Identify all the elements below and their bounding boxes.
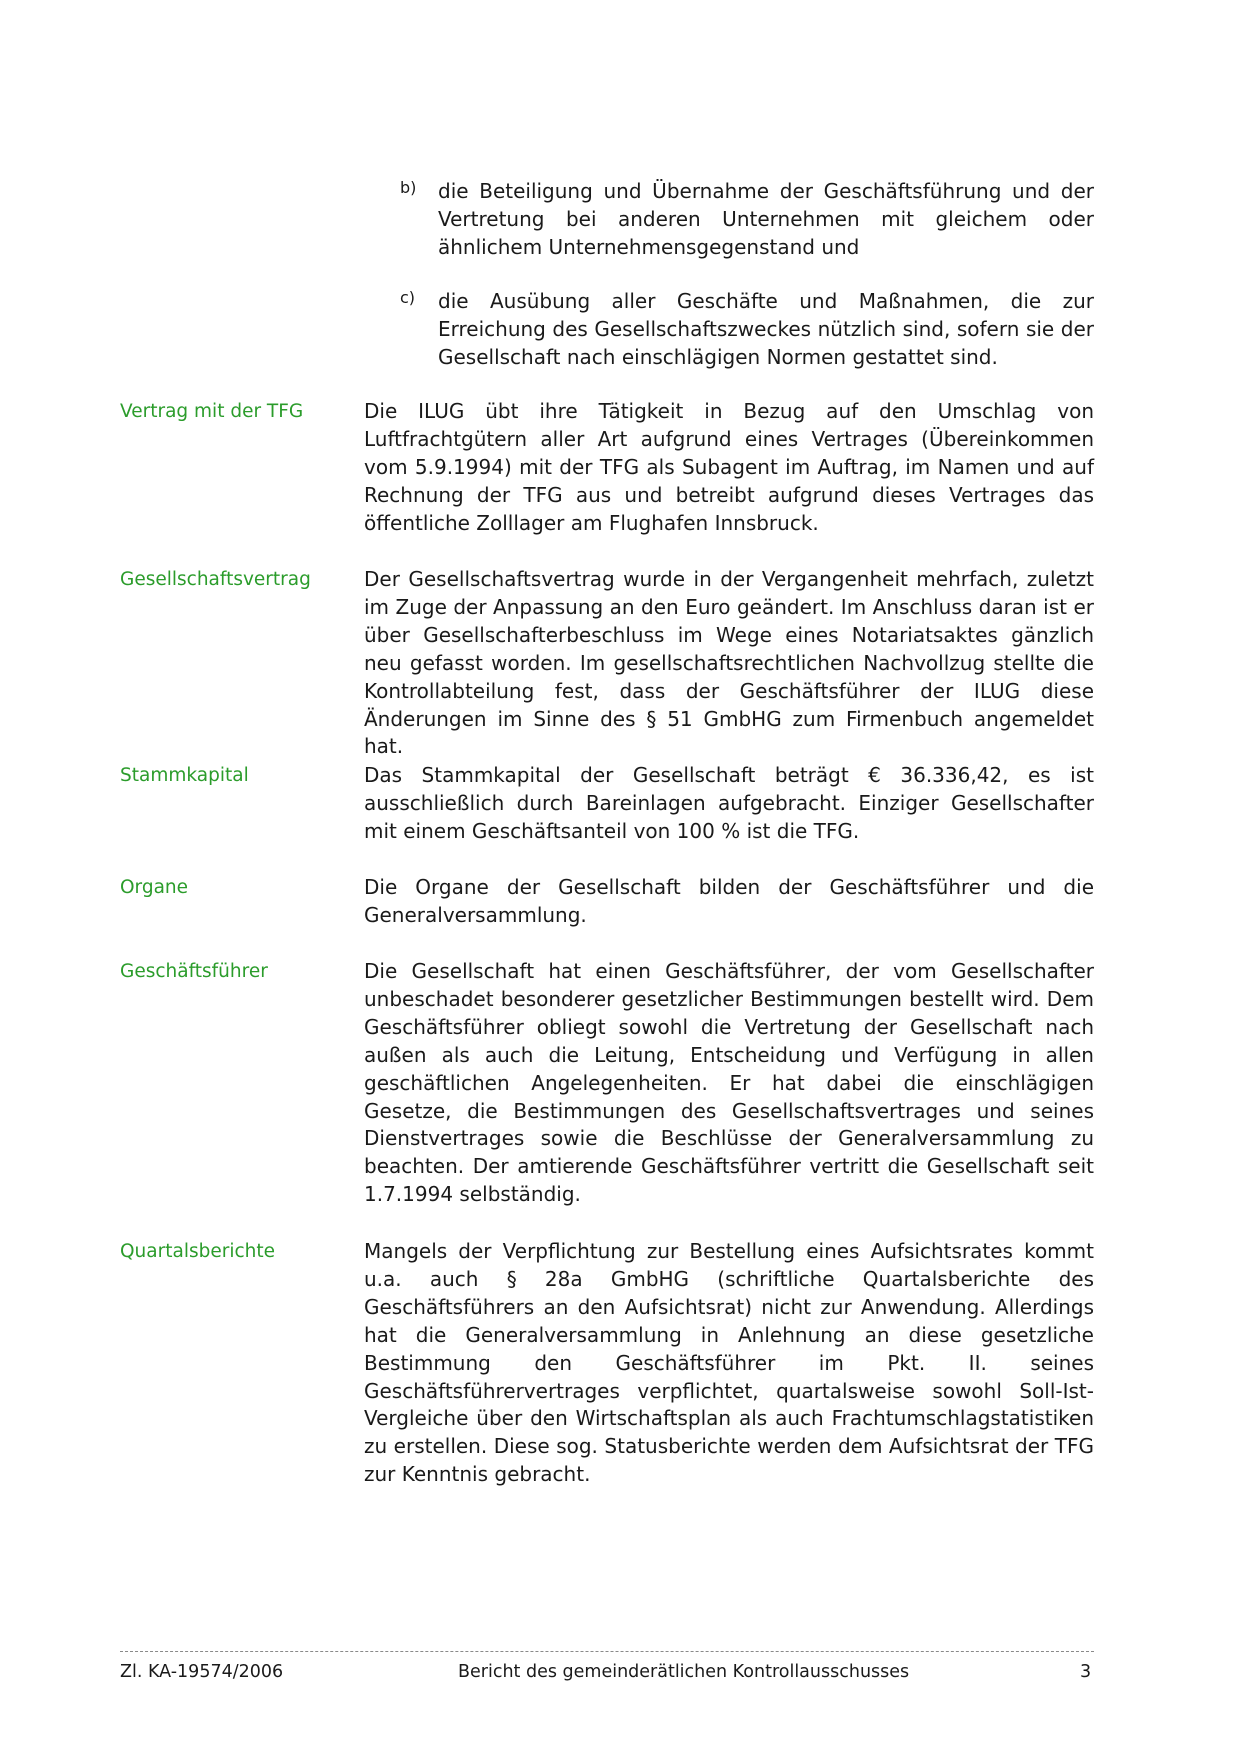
- section-vertrag-tfg: [120, 398, 1094, 538]
- list-letter: b): [400, 178, 417, 197]
- footer-reference: Zl. KA-19574/2006: [120, 1662, 284, 1682]
- section-gesellschaftsvertrag: [120, 566, 1094, 761]
- enumerated-list: [400, 178, 1094, 397]
- section-label: Quartalsberichte: [120, 1241, 276, 1262]
- section-label: Vertrag mit der TFG: [120, 401, 304, 422]
- section-stammkapital: [120, 762, 1094, 846]
- page-number: 3: [1080, 1662, 1092, 1682]
- section-label: Gesellschaftsvertrag: [120, 569, 311, 590]
- section-text: Der Gesellschaftsvertrag wurde in der Vergangenheit mehrfach, zuletzt im Zuge der Anpassung an den Euro geändert. Im Anschluss daran ist er über Gesellschafterbeschluss im Wege eines Notariatsaktes gänzlich neu gefasst worden. Im gesellschaftsrechtlichen Nachvollzug stellte die Kontrollabteilung fest, dass der Geschäftsführer der ILUG diese Änderungen im Sinne des § 51 GmbHG zum Firmenbuch angemeldet hat.: [364, 567, 1094, 759]
- section-text: Das Stammkapital der Gesellschaft beträgt € 36.336,42, es ist ausschließlich durch Bareinlagen aufgebracht. Einziger Gesellschafter mit einem Geschäftsanteil von 100 % ist die TFG.: [364, 763, 1094, 843]
- section-text: Die Organe der Gesellschaft bilden der Geschäftsführer und die Generalversammlung.: [364, 875, 1094, 927]
- section-organe: [120, 874, 1094, 930]
- section-text: Mangels der Verpflichtung zur Bestellung eines Aufsichtsrates kommt u.a. auch § 28a GmbHG (schriftliche Quartalsberichte des Geschäftsführers an den Aufsichtsrat) nicht zur Anwendung. Allerdings hat die Generalversammlung in Anlehnung an diese gesetzliche Bestimmung den Geschäftsführer im Pkt. II. seines Geschäftsführervertrages verpflichtet, quartalsweise sowohl Soll-Ist-Vergleiche über den Wirtschaftsplan als auch Frachtumschlagstatistiken zu erstellen. Diese sog. Statusberichte werden dem Aufsichtsrat der TFG zur Kenntnis gebracht.: [364, 1239, 1094, 1487]
- section-label: Organe: [120, 877, 189, 898]
- list-item: [400, 288, 1094, 372]
- section-text: Die Gesellschaft hat einen Geschäftsführer, der vom Gesellschafter unbeschadet besonderer gesetzlicher Bestimmungen bestellt wird. Dem Geschäftsführer obliegt sowohl die Vertretung der Gesellschaft nach außen als auch die Leitung, Entscheidung und Verfügung in allen geschäftlichen Angelegenheiten. Er hat dabei die einschlägigen Gesetze, die Bestimmungen des Gesellschaftsvertrages und seines Dienstvertrages sowie die Beschlüsse der Generalversammlung zu beachten. Der amtierende Geschäftsführer vertritt die Gesellschaft seit 1.7.1994 selbständig.: [364, 959, 1094, 1207]
- list-letter: c): [400, 287, 416, 307]
- list-item-text: die Beteiligung und Übernahme der Geschäftsführung und der Vertretung bei anderen Unternehmen mit gleichem oder ähnlichem Unternehmensgegenstand und: [438, 179, 1094, 259]
- footer-divider: [120, 1651, 1094, 1652]
- footer-title: Bericht des gemeinderätlichen Kontrollausschusses: [458, 1662, 910, 1682]
- section-label: Geschäftsführer: [120, 961, 268, 982]
- list-item-text: die Ausübung aller Geschäfte und Maßnahmen, die zur Erreichung des Gesellschaftszweckes nützlich sind, sofern sie der Gesellschaft nach einschlägigen Normen gestattet sind.: [438, 288, 1094, 369]
- section-geschaeftsfuehrer: [120, 958, 1094, 1209]
- section-quartalsberichte: [120, 1238, 1094, 1489]
- section-label: Stammkapital: [120, 765, 249, 786]
- list-item: [400, 178, 1094, 262]
- section-text: Die ILUG übt ihre Tätigkeit in Bezug auf den Umschlag von Luftfrachtgütern aller Art aufgrund eines Vertrages (Übereinkommen vom 5.9.1994) mit der TFG als Subagent im Auftrag, im Namen und auf Rechnung der TFG aus und betreibt aufgrund dieses Vertrages das öffentliche Zolllager am Flughafen Innsbruck.: [364, 399, 1094, 535]
